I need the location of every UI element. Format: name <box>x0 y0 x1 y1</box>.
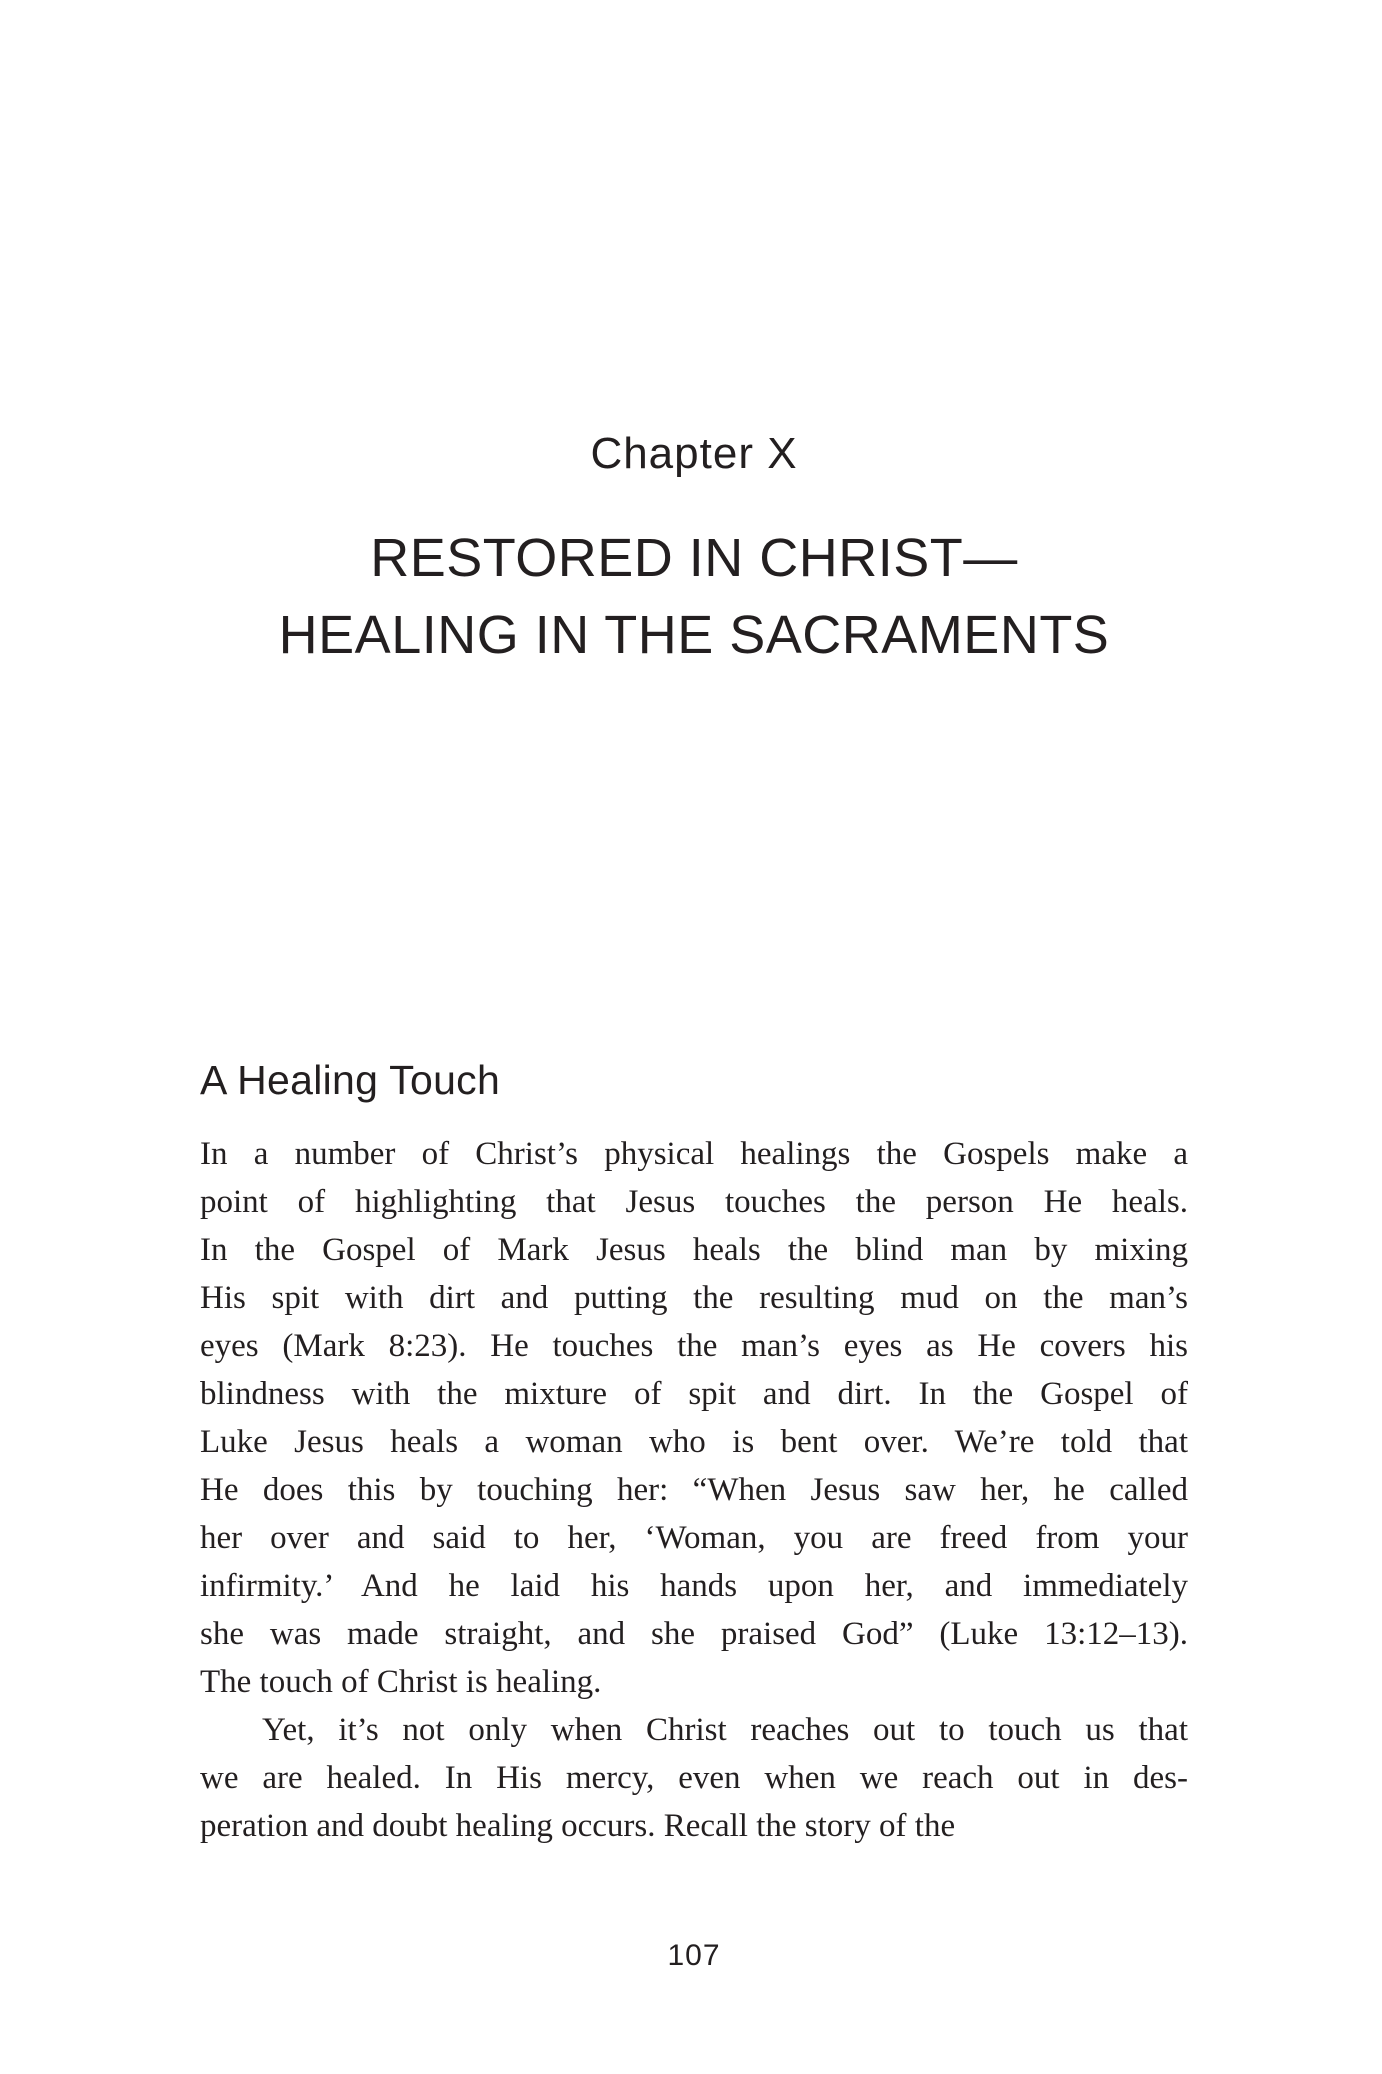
body-text-line: point of highlighting that Jesus touches the person He heals. <box>200 1184 1188 1220</box>
paragraph-1 <box>200 1130 1188 1706</box>
page-number: 107 <box>667 1939 721 1972</box>
body-text-line: He does this by touching her: “When Jesus saw her, he called <box>200 1472 1188 1508</box>
body-text-line: Luke Jesus heals a woman who is bent over. We’re told that <box>200 1424 1188 1460</box>
body-text-line: her over and said to her, ‘Woman, you are freed from your <box>200 1520 1188 1556</box>
section-heading: A Healing Touch <box>200 1057 501 1103</box>
body-text-line: The touch of Christ is healing. <box>200 1664 602 1700</box>
chapter-label: Chapter X <box>590 429 798 478</box>
type-column <box>200 0 1188 2074</box>
body-text-line: In a number of Christ’s physical healings the Gospels make a <box>200 1136 1188 1172</box>
body-text-line: infirmity.’ And he laid his hands upon her, and immediately <box>200 1568 1188 1604</box>
chapter-title-line-1: RESTORED IN CHRIST— <box>370 528 1018 588</box>
body-text-line: we are healed. In His mercy, even when we reach out in des- <box>200 1760 1188 1796</box>
body-text-line: blindness with the mixture of spit and dirt. In the Gospel of <box>200 1376 1188 1412</box>
paragraph-2 <box>200 1706 1188 1850</box>
body-text-line: His spit with dirt and putting the resulting mud on the man’s <box>200 1280 1188 1316</box>
chapter-title-line-2: HEALING IN THE SACRAMENTS <box>278 605 1110 665</box>
chapter-title <box>140 520 1248 674</box>
body-text-line: In the Gospel of Mark Jesus heals the blind man by mixing <box>200 1232 1188 1268</box>
body-text-line: peration and doubt healing occurs. Recall the story of the <box>200 1808 956 1844</box>
body-text-line: she was made straight, and she praised God” (Luke 13:12–13). <box>200 1616 1188 1652</box>
body-text-line: eyes (Mark 8:23). He touches the man’s eyes as He covers his <box>200 1328 1188 1364</box>
body-text-line: Yet, it’s not only when Christ reaches out to touch us that <box>262 1712 1188 1748</box>
body-text <box>200 1130 1188 1850</box>
